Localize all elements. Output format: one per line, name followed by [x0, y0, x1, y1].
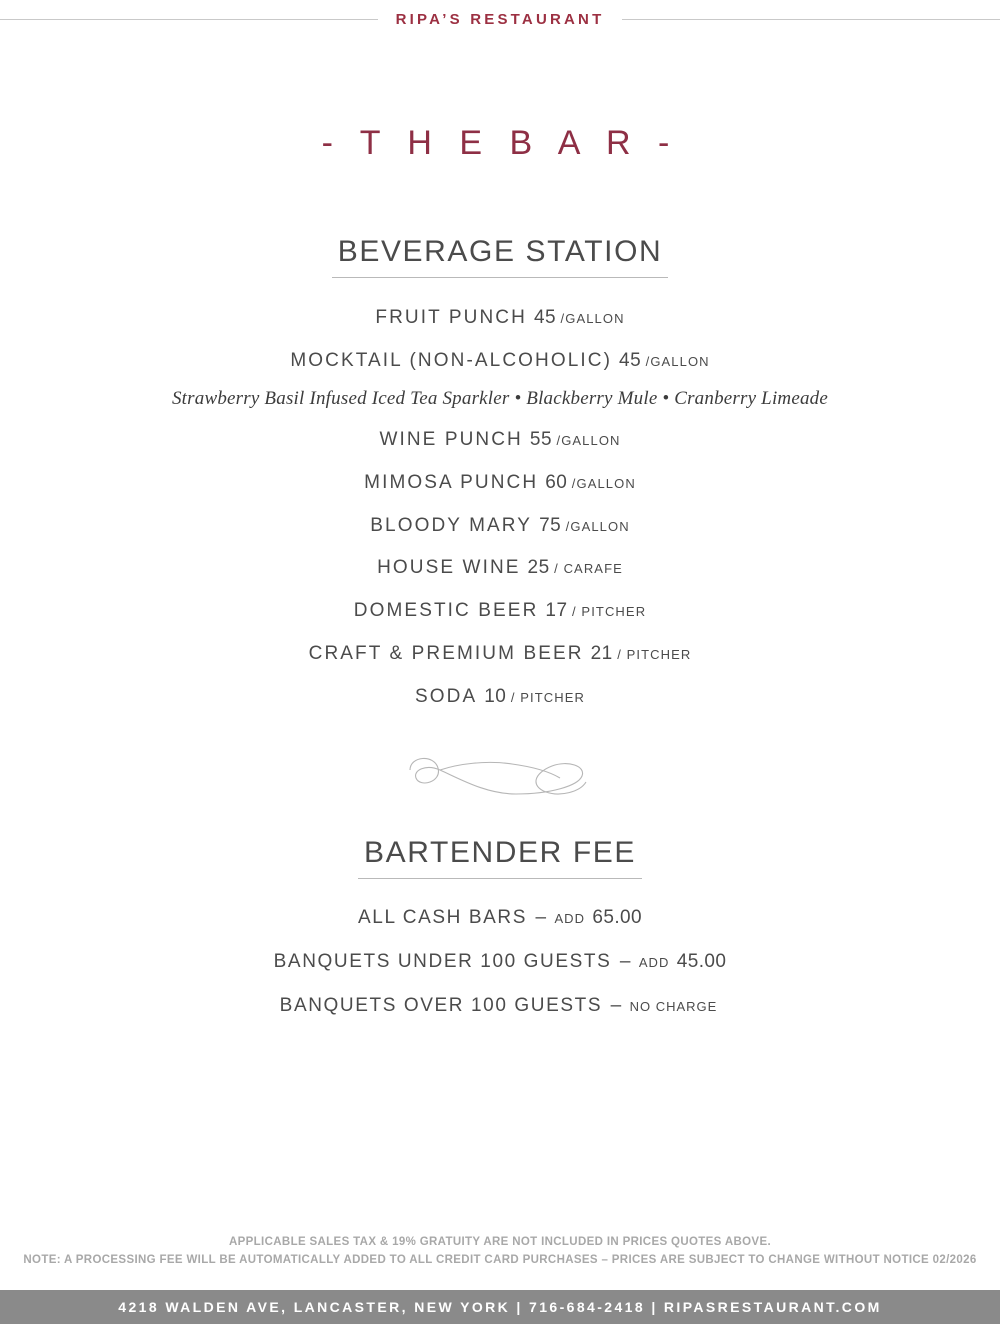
footer-processing-note: NOTE: A PROCESSING FEE WILL BE AUTOMATICALLY ADDED TO ALL CREDIT CARD PURCHASES – PRICES ARE SUBJECT TO CHANGE WITHOUT NOTICE 02/2026 [23, 1254, 977, 1266]
footer-notes [0, 1236, 1000, 1272]
fee-item-dash: – [535, 907, 547, 929]
menu-item-price: 10 [484, 686, 507, 708]
menu-item-price: 45 [619, 349, 642, 371]
menu-item [0, 430, 1000, 451]
menu-item-unit: /GALLON [571, 475, 636, 491]
menu-item-unit: / PITCHER [510, 690, 586, 706]
menu-item-price: 75 [539, 514, 562, 536]
fee-item-dash: – [610, 995, 622, 1017]
fee-item-amount: 45.00 [676, 951, 727, 973]
brand-header [0, 0, 1000, 32]
bartender-fee-list [0, 907, 1000, 1017]
menu-item-description: Strawberry Basil Infused Iced Tea Sparkler • Blackberry Mule • Cranberry Limeade [171, 387, 829, 409]
footer-contact-bar [0, 1290, 1000, 1324]
menu-item-unit: /GALLON [560, 311, 625, 326]
menu-item [0, 558, 1000, 579]
menu-item-unit: /GALLON [556, 432, 621, 448]
menu-item-price: 17 [545, 600, 568, 622]
fee-item-dash: – [619, 951, 631, 973]
menu-item [0, 308, 1000, 329]
menu-item-unit: /GALLON [645, 353, 710, 369]
menu-item-name: BLOODY MARY [370, 514, 533, 536]
menu-item-name: DOMESTIC BEER [353, 600, 539, 622]
page-title: - T H E B A R - [321, 124, 679, 162]
bartender-fee-heading: BARTENDER FEE [358, 836, 642, 879]
footer-contact-text: 4218 WALDEN AVE, LANCASTER, NEW YORK | 716-684-2418 | RIPASRESTAURANT.COM [118, 1299, 882, 1315]
beverage-station-heading: BEVERAGE STATION [332, 235, 669, 278]
fee-item [0, 951, 1000, 973]
menu-item [0, 644, 1000, 665]
menu-item-price: 55 [529, 428, 553, 450]
menu-item-price: 45 [533, 307, 557, 328]
menu-item-price: 21 [590, 643, 613, 665]
restaurant-name: RIPA’S RESTAURANT [395, 10, 605, 28]
menu-item-unit: /GALLON [565, 518, 630, 534]
menu-item-name: HOUSE WINE [377, 557, 521, 579]
beverage-item-list [0, 308, 1000, 708]
fee-item-name: ALL CASH BARS [358, 907, 528, 929]
beverage-station-section [0, 235, 1000, 708]
menu-item [0, 601, 1000, 622]
fee-item-qualifier: NO CHARGE [629, 999, 718, 1015]
bartender-fee-section [0, 836, 1000, 1017]
menu-item-name: MIMOSA PUNCH [364, 471, 539, 493]
fee-item-amount: 65.00 [592, 907, 642, 929]
fee-item [0, 907, 1000, 929]
menu-item-unit: / PITCHER [617, 647, 692, 663]
fee-item-name: BANQUETS UNDER 100 GUESTS [273, 951, 612, 973]
fee-item [0, 995, 1000, 1017]
brand-divider-right [622, 19, 1000, 20]
fee-item-name: BANQUETS OVER 100 GUESTS [279, 995, 603, 1017]
menu-item [0, 516, 1000, 537]
menu-item-name: SODA [414, 686, 478, 708]
flourish-ornament-icon [0, 742, 1000, 812]
menu-item-name: MOCKTAIL (NON-ALCOHOLIC) [290, 349, 613, 371]
menu-item-price: 60 [545, 471, 568, 493]
menu-item-price: 25 [527, 557, 550, 579]
fee-item-qualifier: ADD [638, 955, 670, 971]
menu-item [0, 351, 1000, 372]
brand-divider-left [0, 19, 378, 20]
menu-item-name: FRUIT PUNCH [375, 307, 527, 328]
menu-item-name: WINE PUNCH [379, 428, 523, 450]
menu-item-name: CRAFT & PREMIUM BEER [308, 643, 584, 665]
fee-item-qualifier: ADD [554, 911, 585, 927]
menu-item-unit: / CARAFE [554, 561, 623, 577]
menu-item [0, 687, 1000, 708]
footer-tax-note: APPLICABLE SALES TAX & 19% GRATUITY ARE NOT INCLUDED IN PRICES QUOTES ABOVE. [228, 1236, 772, 1248]
menu-item-unit: / PITCHER [572, 604, 647, 620]
menu-item [0, 473, 1000, 494]
